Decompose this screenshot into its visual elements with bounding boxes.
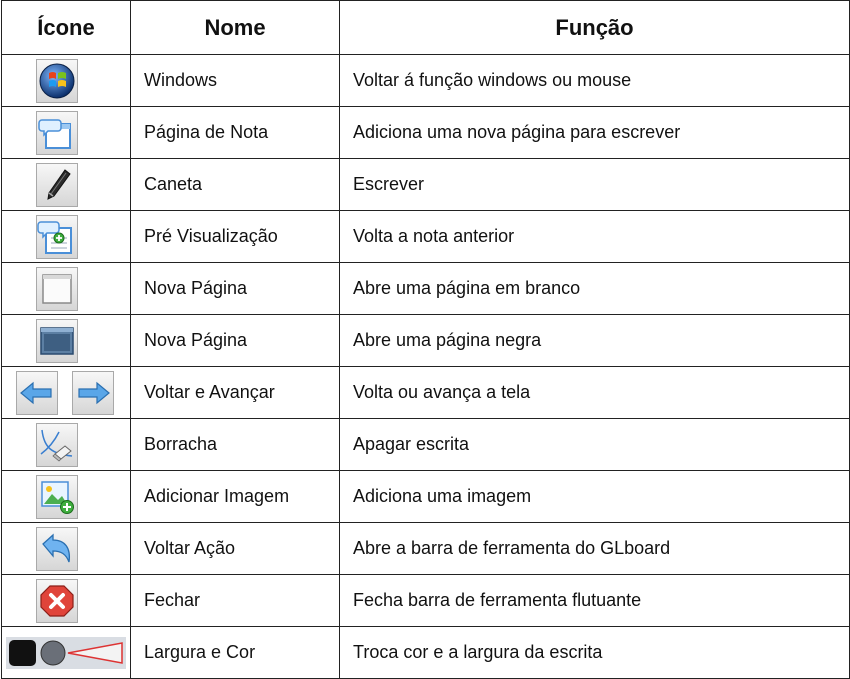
row-name: Pré Visualização	[131, 211, 340, 263]
forward-arrow-icon	[72, 371, 114, 415]
row-function: Apagar escrita	[340, 419, 850, 471]
back-arrow-icon	[16, 371, 58, 415]
row-name: Voltar Ação	[131, 523, 340, 575]
row-function: Abre a barra de ferramenta do GLboard	[340, 523, 850, 575]
row-name: Adicionar Imagem	[131, 471, 340, 523]
preview-icon	[36, 215, 78, 259]
table-row	[2, 55, 850, 107]
pen-icon	[36, 163, 78, 207]
row-name: Fechar	[131, 575, 340, 627]
row-function: Troca cor e a largura da escrita	[340, 627, 850, 679]
note-page-icon	[36, 111, 78, 155]
table-row	[2, 575, 850, 627]
table-row	[2, 159, 850, 211]
close-icon	[36, 579, 78, 623]
header-function: Função	[340, 1, 850, 55]
black-page-icon	[36, 319, 78, 363]
header-name: Nome	[131, 1, 340, 55]
row-function: Abre uma página em branco	[340, 263, 850, 315]
row-name: Nova Página	[131, 315, 340, 367]
row-function: Volta ou avança a tela	[340, 367, 850, 419]
header-row	[2, 1, 850, 55]
row-name: Nova Página	[131, 263, 340, 315]
table-row	[2, 211, 850, 263]
tools-table	[1, 0, 850, 679]
add-image-icon	[36, 475, 78, 519]
row-name: Windows	[131, 55, 340, 107]
width-color-icon	[6, 637, 126, 669]
table-row	[2, 471, 850, 523]
blank-page-icon	[36, 267, 78, 311]
windows-logo-icon	[36, 59, 78, 103]
table-row	[2, 263, 850, 315]
table-row	[2, 367, 850, 419]
row-function: Adiciona uma imagem	[340, 471, 850, 523]
row-function: Abre uma página negra	[340, 315, 850, 367]
row-function: Adiciona uma nova página para escrever	[340, 107, 850, 159]
table-row	[2, 107, 850, 159]
row-name: Voltar e Avançar	[131, 367, 340, 419]
row-name: Borracha	[131, 419, 340, 471]
eraser-icon	[36, 423, 78, 467]
table-row	[2, 419, 850, 471]
undo-icon	[36, 527, 78, 571]
row-function: Voltar á função windows ou mouse	[340, 55, 850, 107]
table-row	[2, 627, 850, 679]
row-function: Escrever	[340, 159, 850, 211]
row-name: Largura e Cor	[131, 627, 340, 679]
row-name: Página de Nota	[131, 107, 340, 159]
row-function: Volta a nota anterior	[340, 211, 850, 263]
header-icon: Ícone	[2, 1, 131, 55]
row-name: Caneta	[131, 159, 340, 211]
table-row	[2, 315, 850, 367]
table-row	[2, 523, 850, 575]
row-function: Fecha barra de ferramenta flutuante	[340, 575, 850, 627]
